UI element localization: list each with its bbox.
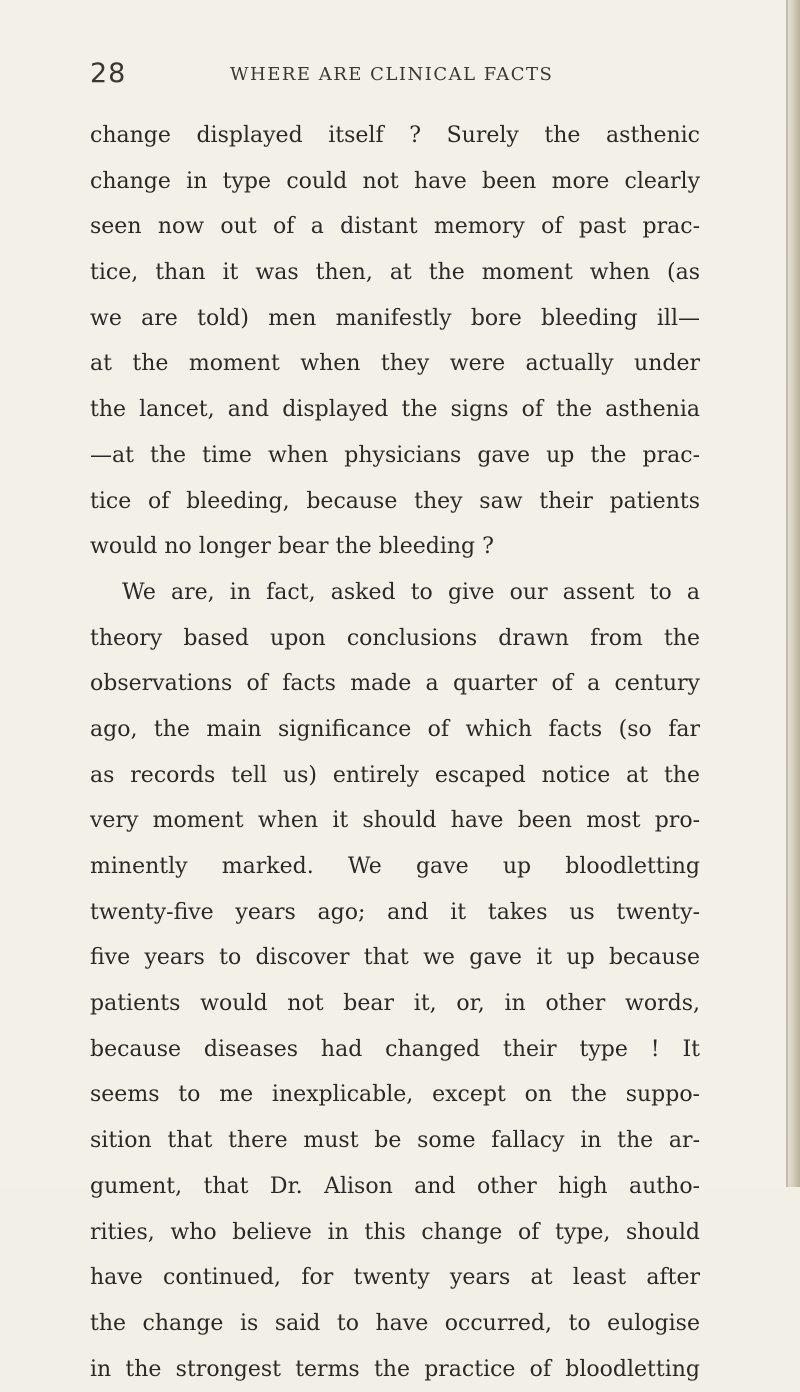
text-line: in the strongest terms the practice of bloodletting [90, 1356, 700, 1382]
page-edge [786, 0, 800, 1187]
text-line: —at the time when physicians gave up the prac- [90, 442, 700, 468]
text-line: change in type could not have been more clearly [90, 168, 700, 194]
text-line: we are told) men manifestly bore bleeding ill— [90, 305, 700, 331]
text-line: gument, that Dr. Alison and other high autho- [90, 1173, 700, 1199]
text-line: seems to me inexplicable, except on the suppo- [90, 1082, 700, 1108]
text-line: patients would not bear it, or, in other words, [90, 991, 700, 1017]
text-line: rities, who believe in this change of type, should [90, 1219, 700, 1245]
text-line: tice of bleeding, because they saw their patients [90, 488, 700, 514]
text-line: very moment when it should have been most pro- [90, 808, 700, 834]
text-line: theory based upon conclusions drawn from the [90, 625, 700, 651]
text-line: as records tell us) entirely escaped notice at the [90, 762, 700, 788]
text-line: the lancet, and displayed the signs of the asthenia [90, 397, 700, 423]
text-line: at the moment when they were actually under [90, 351, 700, 377]
text-line: five years to discover that we gave it up because [90, 945, 700, 971]
page-header [90, 58, 690, 94]
page-number: 28 [90, 58, 127, 89]
text-line: seen now out of a distant memory of past prac- [90, 214, 700, 240]
text-line: sition that there must be some fallacy in the ar- [90, 1128, 700, 1154]
text-line: ago, the main significance of which facts (so far [90, 716, 700, 742]
text-line: observations of facts made a quarter of a century [90, 671, 700, 697]
body-text [90, 113, 700, 1392]
text-line: the change is said to have occurred, to eulogise [90, 1310, 700, 1336]
text-line: We are, in fact, asked to give our assent to a [122, 579, 700, 605]
running-head: WHERE ARE CLINICAL FACTS [230, 64, 554, 85]
text-line: have continued, for twenty years at least after [90, 1265, 700, 1291]
text-line: would no longer bear the bleeding ? [90, 534, 494, 560]
text-line: change displayed itself ? Surely the asthenic [90, 123, 700, 148]
text-line: tice, than it was then, at the moment when (as [90, 260, 700, 286]
text-line: minently marked. We gave up bloodletting [90, 854, 700, 879]
text-line: because diseases had changed their type ! It [90, 1036, 700, 1062]
page-edge-line [786, 0, 788, 1187]
text-line: twenty-five years ago; and it takes us twenty- [90, 899, 700, 925]
